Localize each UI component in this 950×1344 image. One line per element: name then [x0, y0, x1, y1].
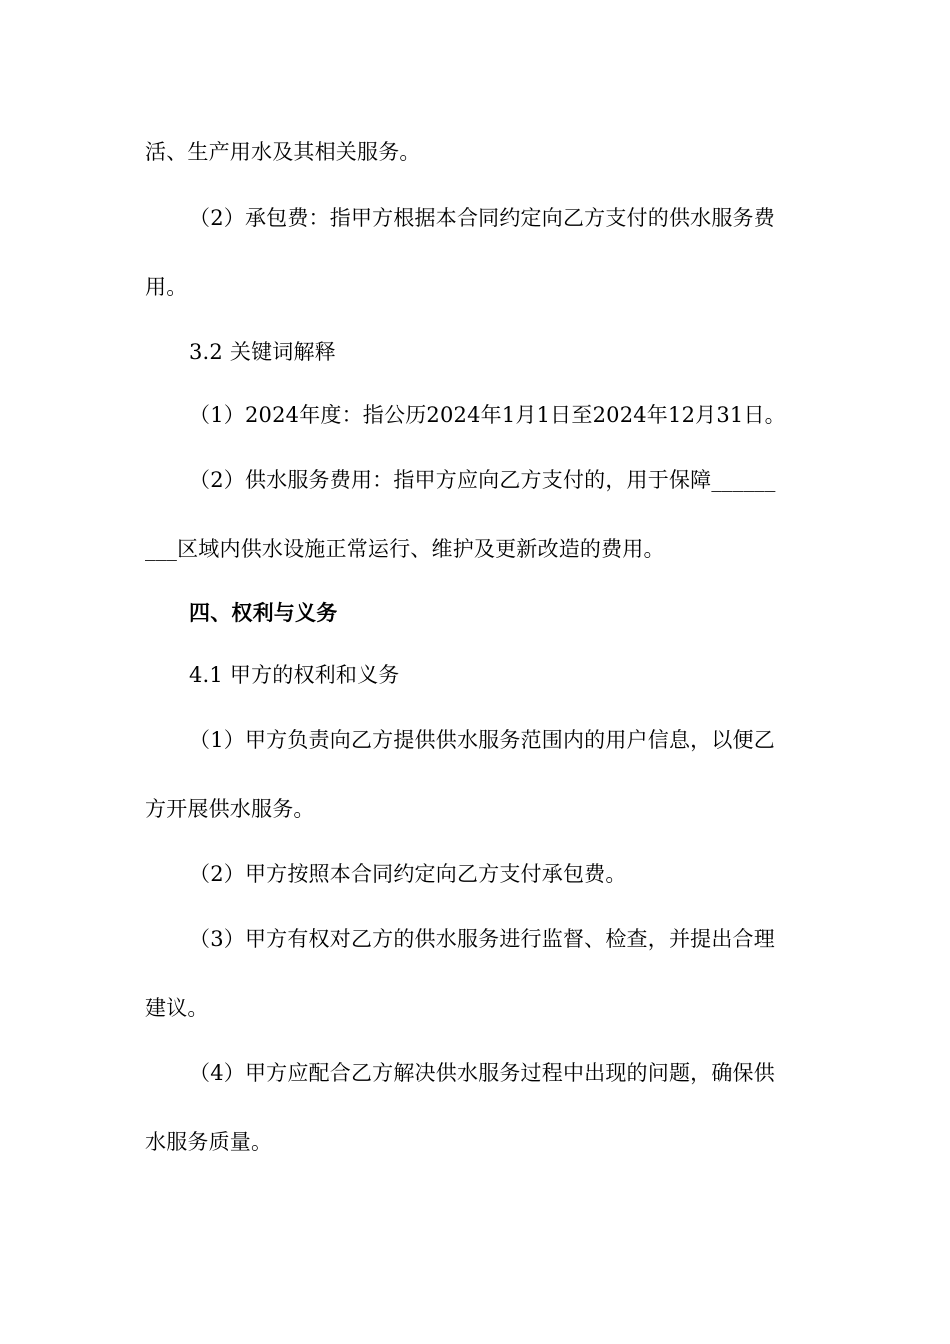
paragraph-line: ___区域内供水设施正常运行、维护及更新改造的费用。: [145, 537, 665, 561]
paragraph-line: （2）甲方按照本合同约定向乙方支付承包费。: [189, 862, 627, 886]
chapter-heading: 四、权利与义务: [189, 600, 338, 625]
paragraph-line: 方开展供水服务。: [145, 797, 315, 821]
paragraph-line: （1）甲方负责向乙方提供供水服务范围内的用户信息，以便乙: [189, 728, 775, 752]
paragraph-line: （1）2024年度：指公历2024年1月1日至2024年12月31日。: [189, 403, 786, 427]
section-heading: 3.2 关键词解释: [189, 340, 336, 364]
section-heading: 4.1 甲方的权利和义务: [189, 663, 400, 687]
paragraph-line: （2）供水服务费用：指甲方应向乙方支付的，用于保障______: [189, 468, 776, 492]
paragraph-line: （3）甲方有权对乙方的供水服务进行监督、检查，并提出合理: [189, 927, 775, 951]
paragraph-line: 建议。: [145, 996, 209, 1020]
paragraph-line: 用。: [145, 275, 188, 299]
paragraph-line: 水服务质量。: [145, 1130, 273, 1154]
paragraph-line: 活、生产用水及其相关服务。: [145, 140, 421, 164]
paragraph-line: （4）甲方应配合乙方解决供水服务过程中出现的问题，确保供: [189, 1061, 775, 1085]
paragraph-line: （2）承包费：指甲方根据本合同约定向乙方支付的供水服务费: [189, 206, 775, 230]
